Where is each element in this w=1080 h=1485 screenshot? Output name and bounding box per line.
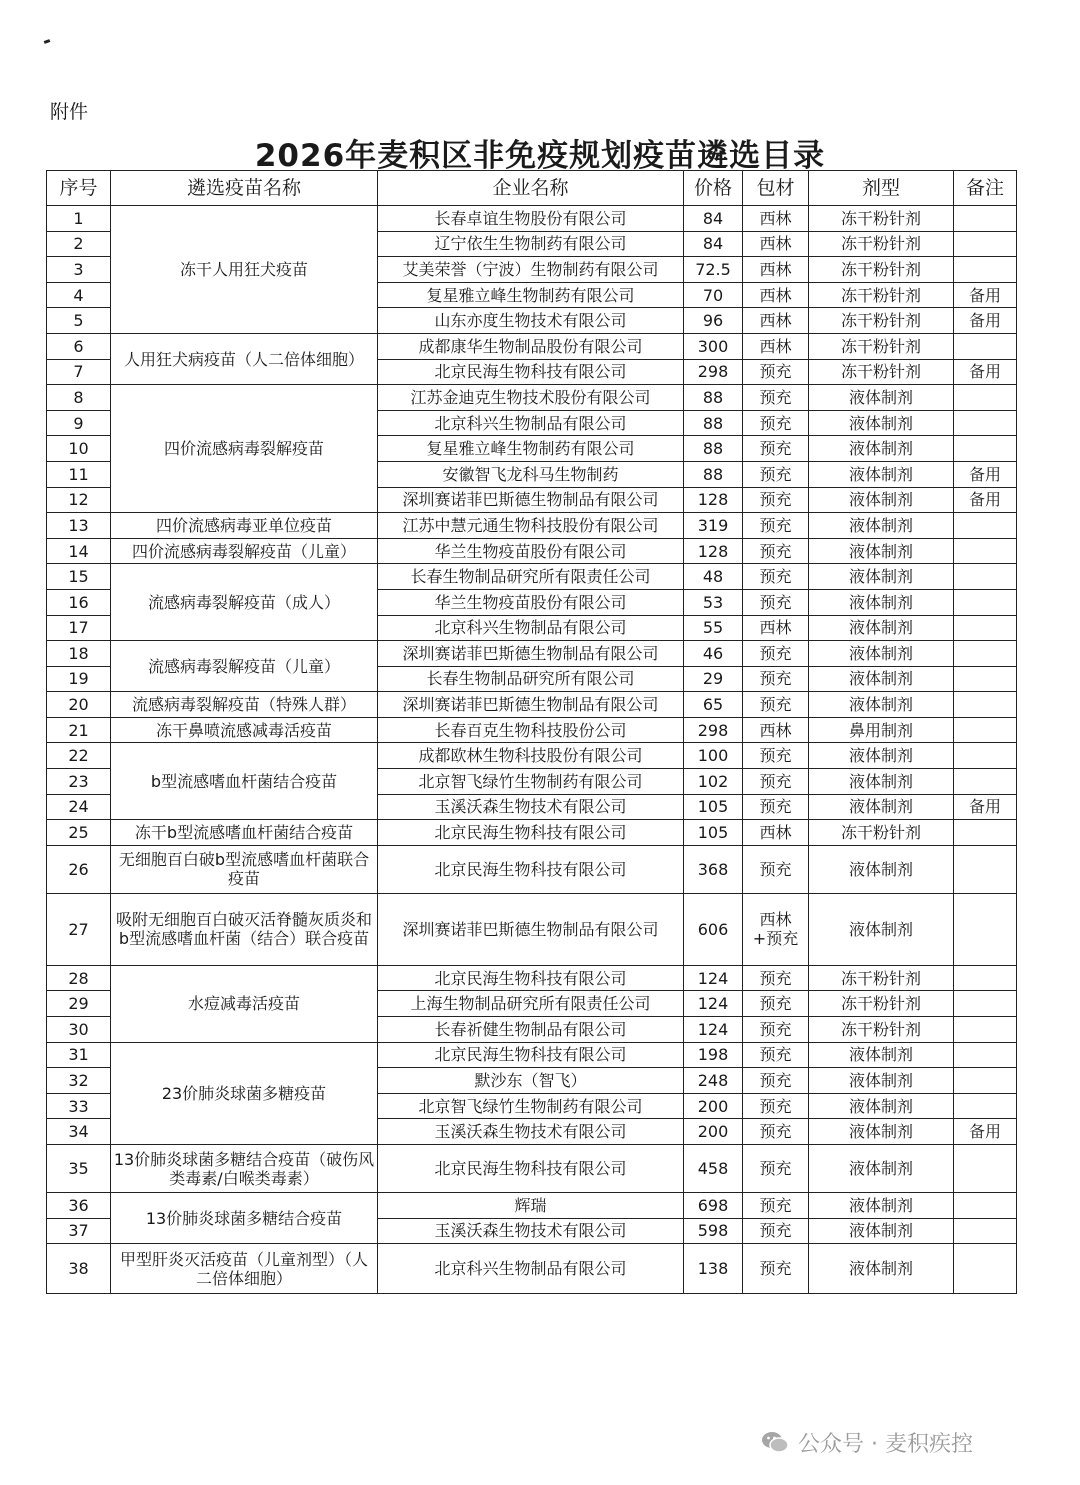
dosage-form-cell: 液体制剂: [809, 1093, 954, 1119]
row-index: 11: [47, 461, 111, 487]
company-cell: 复星雅立峰生物制药有限公司: [378, 282, 684, 308]
packaging-cell: 预充: [743, 359, 809, 385]
packaging-cell: 预充: [743, 1017, 809, 1043]
packaging-cell: 预充: [743, 1218, 809, 1244]
price-cell: 300: [684, 333, 743, 359]
company-cell: 长春卓谊生物股份有限公司: [378, 206, 684, 232]
remark-cell: [954, 206, 1017, 232]
packaging-cell: 预充: [743, 743, 809, 769]
row-index: 8: [47, 385, 111, 411]
packaging-cell: 预充: [743, 564, 809, 590]
price-cell: 200: [684, 1093, 743, 1119]
remark-cell: [954, 385, 1017, 411]
company-cell: 复星雅立峰生物制药有限公司: [378, 436, 684, 462]
packaging-cell: 预充: [743, 692, 809, 718]
packaging-cell: 预充: [743, 666, 809, 692]
table-row: [47, 333, 1017, 359]
packaging-cell: 西林: [743, 717, 809, 743]
dosage-form-cell: 液体制剂: [809, 461, 954, 487]
remark-cell: [954, 1145, 1017, 1193]
row-index: 24: [47, 794, 111, 820]
row-index: 23: [47, 769, 111, 795]
dosage-form-cell: 冻干粉针剂: [809, 359, 954, 385]
packaging-cell: 预充: [743, 385, 809, 411]
vaccine-name-cell: 流感病毒裂解疫苗（特殊人群）: [111, 692, 378, 718]
table-row: [47, 893, 1017, 965]
dosage-form-cell: 冻干粉针剂: [809, 257, 954, 283]
company-cell: 深圳赛诺菲巴斯德生物制品有限公司: [378, 641, 684, 667]
company-cell: 北京科兴生物制品有限公司: [378, 410, 684, 436]
company-cell: 北京民海生物科技有限公司: [378, 1145, 684, 1193]
packaging-cell: 西林: [743, 333, 809, 359]
dosage-form-cell: 液体制剂: [809, 487, 954, 513]
row-index: 19: [47, 666, 111, 692]
price-cell: 84: [684, 231, 743, 257]
price-cell: 198: [684, 1042, 743, 1068]
price-cell: 368: [684, 845, 743, 893]
company-cell: 玉溪沃森生物技术有限公司: [378, 794, 684, 820]
price-cell: 298: [684, 359, 743, 385]
row-index: 9: [47, 410, 111, 436]
header-price: 价格: [684, 171, 743, 206]
packaging-cell: 预充: [743, 769, 809, 795]
company-cell: 玉溪沃森生物技术有限公司: [378, 1119, 684, 1145]
row-index: 6: [47, 333, 111, 359]
row-index: 38: [47, 1244, 111, 1294]
remark-cell: [954, 845, 1017, 893]
remark-cell: [954, 564, 1017, 590]
vaccine-name-cell: 冻干鼻喷流感减毒活疫苗: [111, 717, 378, 743]
company-cell: 玉溪沃森生物技术有限公司: [378, 1218, 684, 1244]
row-index: 17: [47, 615, 111, 641]
vaccine-name-cell: 四价流感病毒亚单位疫苗: [111, 513, 378, 539]
table-row: [47, 513, 1017, 539]
company-cell: 深圳赛诺菲巴斯德生物制品有限公司: [378, 487, 684, 513]
row-index: 31: [47, 1042, 111, 1068]
price-cell: 46: [684, 641, 743, 667]
company-cell: 江苏中慧元通生物科技股份有限公司: [378, 513, 684, 539]
vaccine-name-cell: 四价流感病毒裂解疫苗（儿童）: [111, 538, 378, 564]
remark-cell: [954, 769, 1017, 795]
company-cell: 北京民海生物科技有限公司: [378, 820, 684, 846]
price-cell: 698: [684, 1193, 743, 1219]
row-index: 15: [47, 564, 111, 590]
remark-cell: 备用: [954, 359, 1017, 385]
vaccine-name-cell: 13价肺炎球菌多糖结合疫苗: [111, 1193, 378, 1244]
remark-cell: [954, 820, 1017, 846]
scan-speck: [44, 39, 51, 44]
company-cell: 华兰生物疫苗股份有限公司: [378, 538, 684, 564]
row-index: 29: [47, 991, 111, 1017]
packaging-cell: 预充: [743, 410, 809, 436]
price-cell: 88: [684, 385, 743, 411]
dosage-form-cell: 鼻用制剂: [809, 717, 954, 743]
packaging-cell: 预充: [743, 436, 809, 462]
remark-cell: [954, 1042, 1017, 1068]
company-cell: 辽宁依生生物制药有限公司: [378, 231, 684, 257]
packaging-cell: 预充: [743, 1068, 809, 1094]
dosage-form-cell: 液体制剂: [809, 743, 954, 769]
remark-cell: 备用: [954, 308, 1017, 334]
price-cell: 128: [684, 538, 743, 564]
price-cell: 124: [684, 965, 743, 991]
remark-cell: 备用: [954, 461, 1017, 487]
packaging-cell: 西林: [743, 615, 809, 641]
company-cell: 北京智飞绿竹生物制药有限公司: [378, 769, 684, 795]
dosage-form-cell: 液体制剂: [809, 1119, 954, 1145]
row-index: 34: [47, 1119, 111, 1145]
row-index: 16: [47, 589, 111, 615]
remark-cell: [954, 717, 1017, 743]
price-cell: 88: [684, 410, 743, 436]
table-row: [47, 820, 1017, 846]
packaging-cell: 预充: [743, 965, 809, 991]
price-cell: 48: [684, 564, 743, 590]
price-cell: 200: [684, 1119, 743, 1145]
price-cell: 100: [684, 743, 743, 769]
price-cell: 65: [684, 692, 743, 718]
table-row: [47, 1145, 1017, 1193]
table-row: [47, 1042, 1017, 1068]
price-cell: 70: [684, 282, 743, 308]
dosage-form-cell: 液体制剂: [809, 692, 954, 718]
dosage-form-cell: 液体制剂: [809, 615, 954, 641]
packaging-cell: 西林: [743, 206, 809, 232]
vaccine-name-cell: 甲型肝炎灭活疫苗（儿童剂型）（人二倍体细胞）: [111, 1244, 378, 1294]
company-cell: 默沙东（智飞）: [378, 1068, 684, 1094]
company-cell: 北京智飞绿竹生物制药有限公司: [378, 1093, 684, 1119]
packaging-cell: 西林: [743, 308, 809, 334]
dosage-form-cell: 液体制剂: [809, 513, 954, 539]
dosage-form-cell: 液体制剂: [809, 641, 954, 667]
table-header-row: [47, 171, 1017, 206]
dosage-form-cell: 液体制剂: [809, 410, 954, 436]
table-row: [47, 564, 1017, 590]
price-cell: 606: [684, 893, 743, 965]
header-dosage-form: 剂型: [809, 171, 954, 206]
company-cell: 华兰生物疫苗股份有限公司: [378, 589, 684, 615]
header-company: 企业名称: [378, 171, 684, 206]
table-row: [47, 1244, 1017, 1294]
dosage-form-cell: 液体制剂: [809, 845, 954, 893]
dosage-form-cell: 冻干粉针剂: [809, 820, 954, 846]
vaccine-name-cell: 冻干人用狂犬疫苗: [111, 206, 378, 334]
dosage-form-cell: 冻干粉针剂: [809, 965, 954, 991]
document-title: 2026年麦积区非免疫规划疫苗遴选目录: [254, 138, 826, 174]
remark-cell: [954, 257, 1017, 283]
vaccine-name-cell: 流感病毒裂解疫苗（儿童）: [111, 641, 378, 692]
dosage-form-cell: 液体制剂: [809, 1218, 954, 1244]
remark-cell: [954, 589, 1017, 615]
company-cell: 长春生物制品研究所有限公司: [378, 666, 684, 692]
price-cell: 124: [684, 991, 743, 1017]
packaging-cell: 预充: [743, 641, 809, 667]
row-index: 20: [47, 692, 111, 718]
company-cell: 江苏金迪克生物技术股份有限公司: [378, 385, 684, 411]
remark-cell: [954, 1218, 1017, 1244]
table-row: [47, 965, 1017, 991]
header-remark: 备注: [954, 171, 1017, 206]
row-index: 32: [47, 1068, 111, 1094]
packaging-cell: 预充: [743, 991, 809, 1017]
price-cell: 72.5: [684, 257, 743, 283]
row-index: 26: [47, 845, 111, 893]
vaccine-name-cell: 流感病毒裂解疫苗（成人）: [111, 564, 378, 641]
header-packaging: 包材: [743, 171, 809, 206]
dosage-form-cell: 冻干粉针剂: [809, 333, 954, 359]
remark-cell: [954, 513, 1017, 539]
remark-cell: [954, 410, 1017, 436]
row-index: 1: [47, 206, 111, 232]
vaccine-name-cell: 四价流感病毒裂解疫苗: [111, 385, 378, 513]
company-cell: 上海生物制品研究所有限责任公司: [378, 991, 684, 1017]
dosage-form-cell: 液体制剂: [809, 769, 954, 795]
packaging-cell: 预充: [743, 589, 809, 615]
company-cell: 北京民海生物科技有限公司: [378, 965, 684, 991]
row-index: 37: [47, 1218, 111, 1244]
watermark: [760, 1424, 973, 1460]
vaccine-name-cell: 冻干b型流感嗜血杆菌结合疫苗: [111, 820, 378, 846]
dosage-form-cell: 液体制剂: [809, 436, 954, 462]
table-row: [47, 845, 1017, 893]
wechat-icon: [760, 1429, 790, 1455]
table-row: [47, 538, 1017, 564]
remark-cell: [954, 538, 1017, 564]
price-cell: 248: [684, 1068, 743, 1094]
price-cell: 319: [684, 513, 743, 539]
row-index: 36: [47, 1193, 111, 1219]
dosage-form-cell: 液体制剂: [809, 1068, 954, 1094]
dosage-form-cell: 液体制剂: [809, 538, 954, 564]
company-cell: 长春祈健生物制品有限公司: [378, 1017, 684, 1043]
vaccine-name-cell: b型流感嗜血杆菌结合疫苗: [111, 743, 378, 820]
table-row: [47, 641, 1017, 667]
remark-cell: [954, 1193, 1017, 1219]
company-cell: 长春百克生物科技股份公司: [378, 717, 684, 743]
price-cell: 298: [684, 717, 743, 743]
dosage-form-cell: 冻干粉针剂: [809, 991, 954, 1017]
table-row: [47, 206, 1017, 232]
vaccine-catalog-table: [46, 170, 1017, 1294]
dosage-form-cell: 液体制剂: [809, 589, 954, 615]
company-cell: 山东亦度生物技术有限公司: [378, 308, 684, 334]
price-cell: 128: [684, 487, 743, 513]
packaging-cell: 预充: [743, 461, 809, 487]
packaging-cell: 预充: [743, 1244, 809, 1294]
vaccine-name-cell: 水痘减毒活疫苗: [111, 965, 378, 1042]
dosage-form-cell: 冻干粉针剂: [809, 308, 954, 334]
packaging-cell: 西林: [743, 257, 809, 283]
remark-cell: 备用: [954, 1119, 1017, 1145]
vaccine-name-cell: 无细胞百白破b型流感嗜血杆菌联合疫苗: [111, 845, 378, 893]
company-cell: 北京民海生物科技有限公司: [378, 1042, 684, 1068]
packaging-cell: 预充: [743, 487, 809, 513]
remark-cell: [954, 666, 1017, 692]
company-cell: 成都欧林生物科技股份有限公司: [378, 743, 684, 769]
table-row: [47, 1193, 1017, 1219]
packaging-cell: 预充: [743, 1119, 809, 1145]
row-index: 13: [47, 513, 111, 539]
remark-cell: 备用: [954, 282, 1017, 308]
price-cell: 102: [684, 769, 743, 795]
remark-cell: [954, 965, 1017, 991]
dosage-form-cell: 冻干粉针剂: [809, 282, 954, 308]
remark-cell: [954, 1017, 1017, 1043]
price-cell: 88: [684, 461, 743, 487]
price-cell: 53: [684, 589, 743, 615]
vaccine-name-cell: 人用狂犬病疫苗（人二倍体细胞）: [111, 333, 378, 384]
price-cell: 55: [684, 615, 743, 641]
packaging-cell: 预充: [743, 513, 809, 539]
row-index: 35: [47, 1145, 111, 1193]
remark-cell: 备用: [954, 487, 1017, 513]
price-cell: 105: [684, 794, 743, 820]
company-cell: 北京民海生物科技有限公司: [378, 845, 684, 893]
dosage-form-cell: 液体制剂: [809, 794, 954, 820]
price-cell: 105: [684, 820, 743, 846]
dosage-form-cell: 液体制剂: [809, 893, 954, 965]
price-cell: 29: [684, 666, 743, 692]
table-body: [47, 206, 1017, 1294]
dosage-form-cell: 液体制剂: [809, 564, 954, 590]
packaging-cell: 预充: [743, 1145, 809, 1193]
remark-cell: [954, 231, 1017, 257]
watermark-text: 公众号 · 麦积疾控: [798, 1431, 973, 1457]
packaging-cell: 预充: [743, 794, 809, 820]
table-row: [47, 717, 1017, 743]
row-index: 7: [47, 359, 111, 385]
attachment-label: 附件: [50, 101, 89, 123]
remark-cell: [954, 641, 1017, 667]
company-cell: 深圳赛诺菲巴斯德生物制品有限公司: [378, 692, 684, 718]
remark-cell: [954, 436, 1017, 462]
remark-cell: [954, 615, 1017, 641]
packaging-cell: 预充: [743, 845, 809, 893]
header-index: 序号: [47, 171, 111, 206]
row-index: 25: [47, 820, 111, 846]
dosage-form-cell: 液体制剂: [809, 385, 954, 411]
table-row: [47, 743, 1017, 769]
dosage-form-cell: 液体制剂: [809, 1042, 954, 1068]
price-cell: 598: [684, 1218, 743, 1244]
price-cell: 124: [684, 1017, 743, 1043]
remark-cell: [954, 333, 1017, 359]
vaccine-name-cell: 吸附无细胞百白破灭活脊髓灰质炎和b型流感嗜血杆菌（结合）联合疫苗: [111, 893, 378, 965]
dosage-form-cell: 液体制剂: [809, 1244, 954, 1294]
row-index: 28: [47, 965, 111, 991]
dosage-form-cell: 液体制剂: [809, 1193, 954, 1219]
row-index: 22: [47, 743, 111, 769]
dosage-form-cell: 冻干粉针剂: [809, 1017, 954, 1043]
price-cell: 458: [684, 1145, 743, 1193]
price-cell: 88: [684, 436, 743, 462]
row-index: 18: [47, 641, 111, 667]
company-cell: 北京科兴生物制品有限公司: [378, 615, 684, 641]
table-row: [47, 385, 1017, 411]
remark-cell: [954, 743, 1017, 769]
row-index: 3: [47, 257, 111, 283]
row-index: 33: [47, 1093, 111, 1119]
remark-cell: [954, 893, 1017, 965]
remark-cell: [954, 1244, 1017, 1294]
packaging-cell: 预充: [743, 1193, 809, 1219]
dosage-form-cell: 液体制剂: [809, 666, 954, 692]
company-cell: 辉瑞: [378, 1193, 684, 1219]
company-cell: 北京民海生物科技有限公司: [378, 359, 684, 385]
packaging-cell: 西林: [743, 820, 809, 846]
row-index: 4: [47, 282, 111, 308]
row-index: 27: [47, 893, 111, 965]
company-cell: 成都康华生物制品股份有限公司: [378, 333, 684, 359]
row-index: 5: [47, 308, 111, 334]
packaging-cell: 西林: [743, 282, 809, 308]
remark-cell: [954, 1093, 1017, 1119]
packaging-cell: 预充: [743, 538, 809, 564]
row-index: 2: [47, 231, 111, 257]
company-cell: 艾美荣誉（宁波）生物制药有限公司: [378, 257, 684, 283]
company-cell: 安徽智飞龙科马生物制药: [378, 461, 684, 487]
dosage-form-cell: 液体制剂: [809, 1145, 954, 1193]
remark-cell: [954, 991, 1017, 1017]
table-row: [47, 692, 1017, 718]
remark-cell: [954, 1068, 1017, 1094]
packaging-cell: 预充: [743, 1042, 809, 1068]
packaging-cell: 预充: [743, 1093, 809, 1119]
price-cell: 138: [684, 1244, 743, 1294]
header-vaccine-name: 遴选疫苗名称: [111, 171, 378, 206]
price-cell: 96: [684, 308, 743, 334]
row-index: 10: [47, 436, 111, 462]
dosage-form-cell: 冻干粉针剂: [809, 231, 954, 257]
row-index: 14: [47, 538, 111, 564]
row-index: 30: [47, 1017, 111, 1043]
price-cell: 84: [684, 206, 743, 232]
dosage-form-cell: 冻干粉针剂: [809, 206, 954, 232]
company-cell: 深圳赛诺菲巴斯德生物制品有限公司: [378, 893, 684, 965]
vaccine-name-cell: 13价肺炎球菌多糖结合疫苗（破伤风类毒素/白喉类毒素）: [111, 1145, 378, 1193]
remark-cell: [954, 692, 1017, 718]
company-cell: 长春生物制品研究所有限责任公司: [378, 564, 684, 590]
row-index: 12: [47, 487, 111, 513]
company-cell: 北京科兴生物制品有限公司: [378, 1244, 684, 1294]
vaccine-name-cell: 23价肺炎球菌多糖疫苗: [111, 1042, 378, 1144]
row-index: 21: [47, 717, 111, 743]
remark-cell: 备用: [954, 794, 1017, 820]
packaging-cell: 西林+预充: [743, 893, 809, 965]
packaging-cell: 西林: [743, 231, 809, 257]
